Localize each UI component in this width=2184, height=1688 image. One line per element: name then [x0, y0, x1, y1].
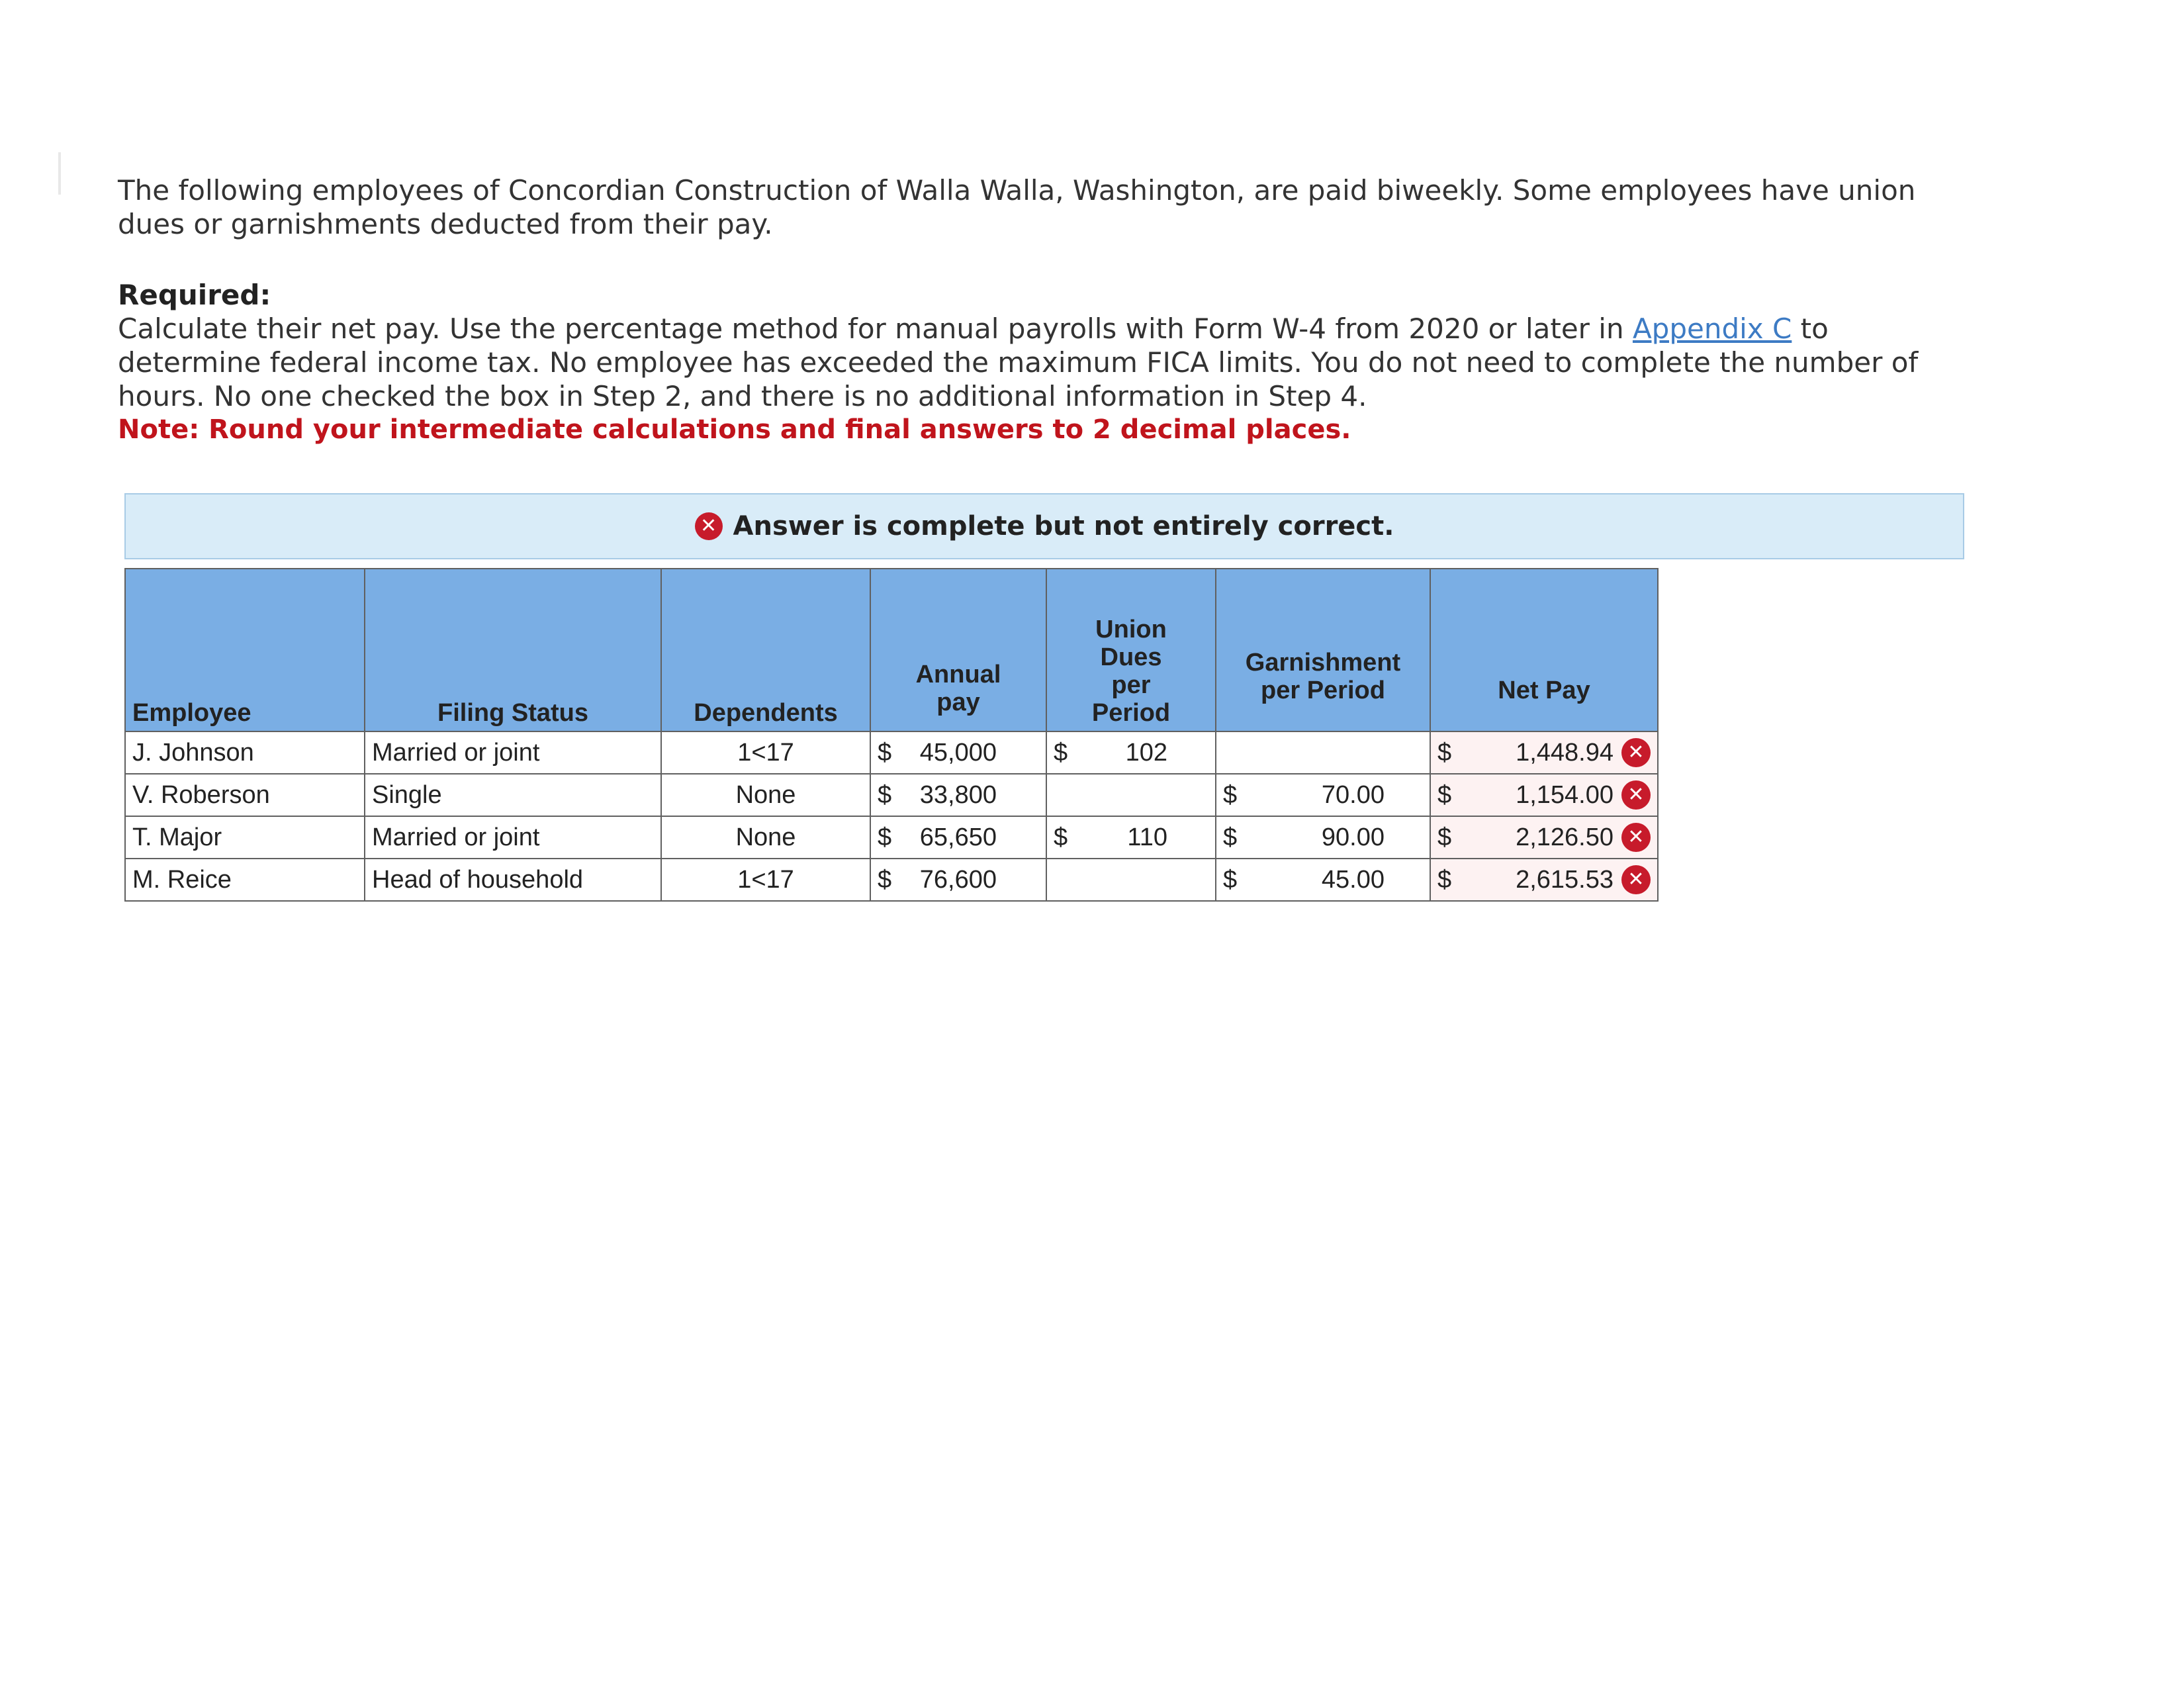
incorrect-x-icon: ✕: [1621, 780, 1651, 810]
table-row: [125, 774, 1658, 816]
cell-dependents: 1<17: [661, 731, 870, 774]
cell-filing-status: Head of household: [365, 859, 661, 901]
header-net-pay: Net Pay: [1430, 569, 1658, 731]
cell-filing-status: Married or joint: [365, 731, 661, 774]
cell-net-pay: $ 2,615.53 ✕: [1430, 859, 1658, 901]
payroll-table: [124, 568, 1659, 902]
header-filing-status: Filing Status: [365, 569, 661, 731]
problem-statement: [118, 173, 1971, 447]
cell-garnishment: [1216, 731, 1430, 774]
incorrect-x-icon: ✕: [1621, 738, 1651, 767]
header-annual-pay: Annual pay: [870, 569, 1046, 731]
header-union-dues: Union Dues per Period: [1046, 569, 1216, 731]
rounding-note: Note: Round your intermediate calculations and final answers to 2 decimal places.: [118, 414, 1351, 445]
cell-employee: V. Roberson: [125, 774, 365, 816]
cell-net-pay: $ 1,154.00 ✕: [1430, 774, 1658, 816]
cell-union-dues: $ 102: [1046, 731, 1216, 774]
cell-garnishment: $ 90.00: [1216, 816, 1430, 859]
incorrect-x-icon: ✕: [1621, 865, 1651, 894]
cell-employee: T. Major: [125, 816, 365, 859]
instructions-part-2: to determine federal income tax. No employee has exceeded the maximum FICA limits. You do not need to complete the number of hours. No one checked the box in Step 2, and there is no additional information in Step 4.: [118, 312, 1919, 412]
header-employee: Employee: [125, 569, 365, 731]
cell-filing-status: Married or joint: [365, 816, 661, 859]
cell-annual-pay: $ 45,000: [870, 731, 1046, 774]
required-heading: Required:: [118, 279, 271, 311]
cell-dependents: 1<17: [661, 859, 870, 901]
required-block: [118, 278, 1971, 447]
instructions-text: [118, 312, 1958, 413]
instructions-part-1: Calculate their net pay. Use the percentage method for manual payrolls with Form W-4 from 2020 or later in: [118, 312, 1633, 345]
cell-garnishment: $ 45.00: [1216, 859, 1430, 901]
cell-union-dues: [1046, 774, 1216, 816]
cell-net-pay: $ 2,126.50 ✕: [1430, 816, 1658, 859]
cell-employee: M. Reice: [125, 859, 365, 901]
cell-employee: J. Johnson: [125, 731, 365, 774]
cell-annual-pay: $ 76,600: [870, 859, 1046, 901]
header-dependents: Dependents: [661, 569, 870, 731]
cell-annual-pay: $ 65,650: [870, 816, 1046, 859]
cell-filing-status: Single: [365, 774, 661, 816]
x-circle-icon: ✕: [695, 512, 723, 540]
table-header-row: [125, 569, 1658, 731]
cell-garnishment: $ 70.00: [1216, 774, 1430, 816]
incorrect-x-icon: ✕: [1621, 823, 1651, 852]
appendix-c-link[interactable]: Appendix C: [1632, 312, 1792, 345]
cell-dependents: None: [661, 816, 870, 859]
left-edge-mark: [58, 152, 61, 195]
header-garnishment: Garnishment per Period: [1216, 569, 1430, 731]
cell-annual-pay: $ 33,800: [870, 774, 1046, 816]
table-row: [125, 816, 1658, 859]
intro-text: The following employees of Concordian Construction of Walla Walla, Washington, are paid biweekly. Some employees have union dues or garnishments deducted from their pay.: [118, 174, 1916, 240]
result-banner: [124, 493, 1964, 559]
table-row: [125, 731, 1658, 774]
cell-dependents: None: [661, 774, 870, 816]
cell-union-dues: $ 110: [1046, 816, 1216, 859]
cell-union-dues: [1046, 859, 1216, 901]
table-row: [125, 859, 1658, 901]
cell-net-pay: $ 1,448.94 ✕: [1430, 731, 1658, 774]
result-banner-text: Answer is complete but not entirely correct.: [733, 511, 1394, 541]
